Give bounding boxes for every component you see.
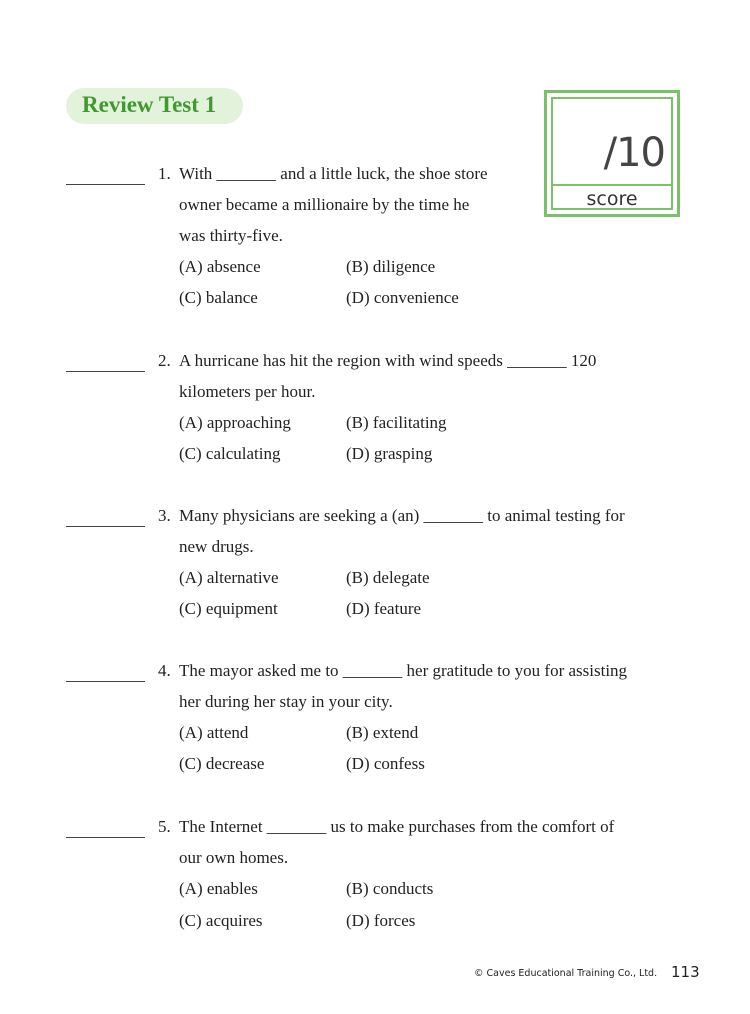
option-c[interactable]: (C) acquires: [179, 911, 263, 930]
score-box: [544, 90, 680, 217]
option-c[interactable]: (C) decrease: [179, 754, 265, 773]
question-number: 4.: [158, 661, 171, 680]
option-b[interactable]: (B) extend: [346, 723, 419, 742]
stem-line: The mayor asked me to _______ her gratitude to you for assisting: [179, 661, 628, 680]
option-d[interactable]: (D) feature: [346, 599, 422, 618]
option-a[interactable]: (A) alternative: [179, 568, 279, 587]
stem-line: kilometers per hour.: [179, 382, 316, 401]
question-number: 2.: [158, 351, 171, 370]
copyright-notice: © Caves Educational Training Co., Ltd.: [474, 968, 658, 979]
question-number: 5.: [158, 817, 171, 836]
question-number: 3.: [158, 506, 171, 525]
stem-line: With _______ and a little luck, the shoe store: [179, 164, 488, 183]
option-a[interactable]: (A) approaching: [179, 413, 291, 432]
score-label: score: [586, 188, 638, 210]
stem-line: was thirty-five.: [179, 226, 283, 245]
test-title-badge: [66, 88, 243, 124]
stem-line: her during her stay in your city.: [179, 692, 393, 711]
answer-blank-1[interactable]: [66, 158, 145, 185]
question-stem: [179, 655, 627, 717]
stem-line: new drugs.: [179, 537, 254, 556]
question-stem: [179, 158, 488, 251]
answer-blank-4[interactable]: [66, 655, 145, 682]
page-number: 113: [671, 963, 700, 981]
answer-blank-2[interactable]: [66, 345, 145, 372]
stem-line: our own homes.: [179, 848, 289, 867]
question-number: 1.: [158, 164, 171, 183]
option-d[interactable]: (D) convenience: [346, 288, 459, 307]
option-d[interactable]: (D) confess: [346, 754, 425, 773]
option-c[interactable]: (C) balance: [179, 288, 258, 307]
score-divider: [553, 184, 671, 186]
test-title: Review Test 1: [82, 92, 217, 117]
option-d[interactable]: (D) forces: [346, 911, 416, 930]
question-stem: [179, 345, 596, 407]
stem-line: The Internet _______ us to make purchases from the comfort of: [179, 817, 615, 836]
stem-line: Many physicians are seeking a (an) _______ to animal testing for: [179, 506, 625, 525]
option-b[interactable]: (B) conducts: [346, 879, 434, 898]
question-stem: [179, 811, 614, 873]
option-a[interactable]: (A) absence: [179, 257, 261, 276]
option-b[interactable]: (B) diligence: [346, 257, 436, 276]
option-b[interactable]: (B) delegate: [346, 568, 430, 587]
stem-line: owner became a millionaire by the time he: [179, 195, 470, 214]
answer-blank-3[interactable]: [66, 500, 145, 527]
score-total: /10: [603, 130, 665, 176]
answer-blank-5[interactable]: [66, 811, 145, 838]
option-b[interactable]: (B) facilitating: [346, 413, 447, 432]
option-a[interactable]: (A) attend: [179, 723, 249, 742]
stem-line: A hurricane has hit the region with wind speeds _______ 120: [179, 351, 597, 370]
option-c[interactable]: (C) calculating: [179, 444, 281, 463]
option-c[interactable]: (C) equipment: [179, 599, 278, 618]
score-box-inner: [551, 97, 673, 210]
option-d[interactable]: (D) grasping: [346, 444, 433, 463]
question-stem: [179, 500, 625, 562]
option-a[interactable]: (A) enables: [179, 879, 258, 898]
